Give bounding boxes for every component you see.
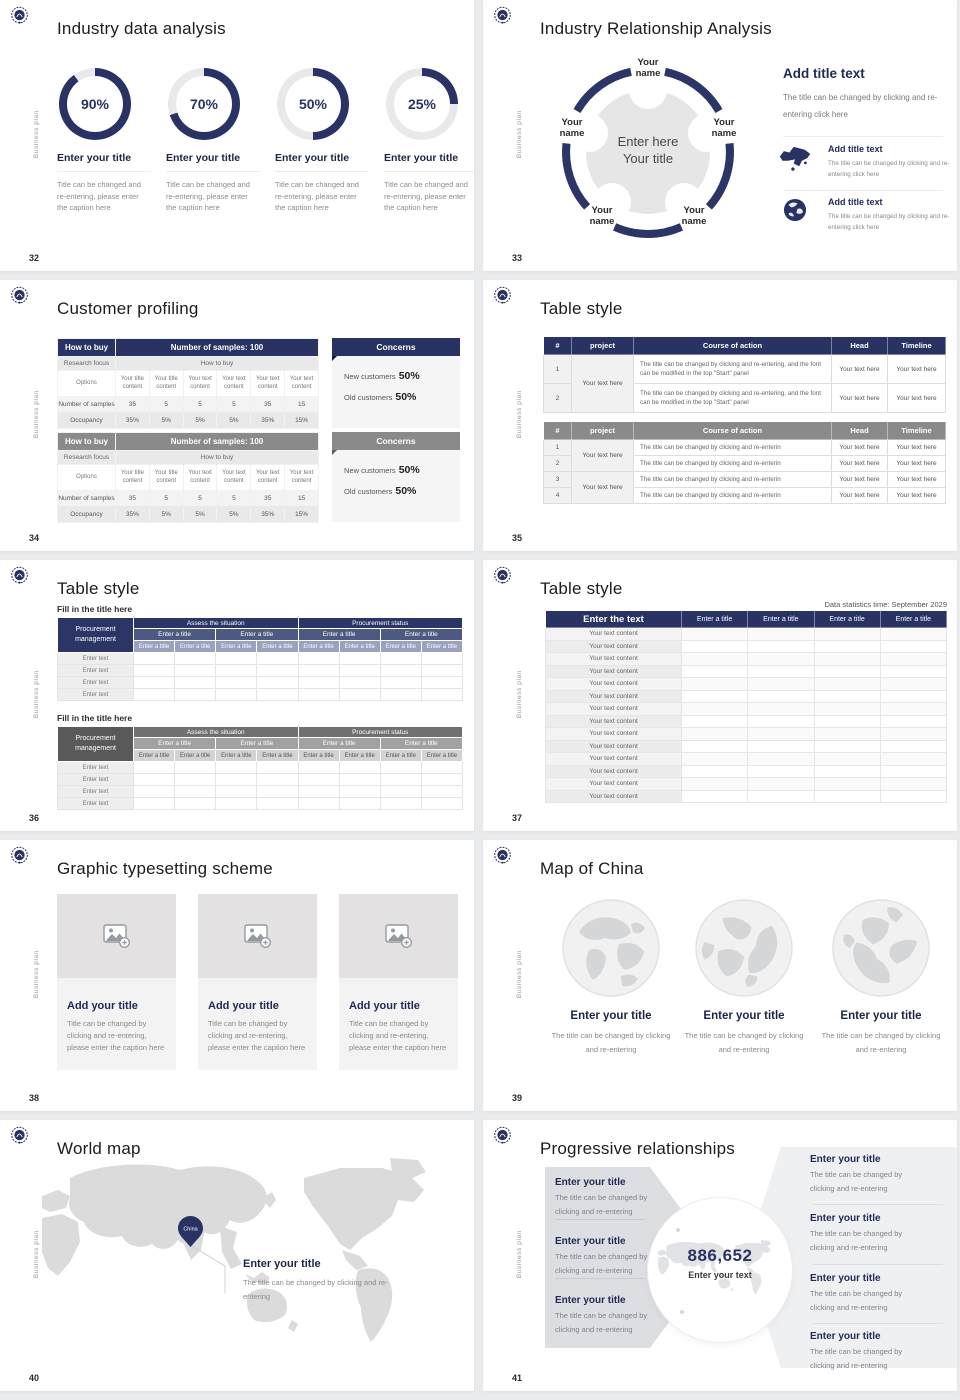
table-subtitle: Fill in the title here (57, 604, 133, 614)
item-caption: The title can be changed by clicking and re-entering (810, 1229, 903, 1252)
page-title: Map of China (540, 859, 644, 878)
vertical-label: Business plan (33, 950, 40, 999)
list-item-title: Add title text (828, 144, 883, 154)
item-caption: Title can be changed and re-entering, please enter the caption here (384, 180, 468, 213)
grid-cell (0, 1120, 480, 1400)
page-number: 37 (512, 813, 523, 823)
concerns-body (332, 356, 460, 403)
donut-item (57, 68, 151, 214)
donut-percent: 25% (407, 96, 437, 112)
item-caption: The title can be changed by clicking and re-entering (551, 1031, 671, 1055)
item-caption: The title can be changed by clicking and re-entering (555, 1252, 648, 1275)
page-number: 36 (29, 813, 40, 823)
item-caption: The title can be changed by clicking and re-entering (810, 1170, 903, 1193)
concerns-panel-gray (332, 432, 460, 522)
card-title: Add your title (67, 1000, 138, 1012)
grid-cell (0, 560, 480, 840)
card-caption: Title can be changed by clicking and re-entering, please enter the caption here (349, 1019, 447, 1052)
globe-graphic (694, 898, 794, 998)
action-table-gray: # project Course of action Head Timeline 1 Your text here The title can be changed by clicking and re-enterin Your text here Your text here 2 The title can be changed by clicking and re-enterin Your text here Your text here 3 Your text here The title can be changed by clicking and re-enterin Your text here Your text here 4 The title can be changed by clicking and re-enterin Your text here Your text here (543, 421, 946, 504)
action-table-navy: # project Course of action Head Timeline 1 Your text here The title can be changed by clicking and re-entering, and the font can be modified in the top "Start" panel Your text here Your text here 2 The title can be changed by clicking and re-entering, and the font can be modified in the top "Start" panel Your text here Your text here (543, 336, 946, 413)
table-subtitle: Fill in the title here (57, 713, 133, 723)
data-table: Enter the text Enter a title Enter a title Enter a title Enter a title Your text content Your text content Your text content Your text content Your text content Your text content Your text content Your text content Your text content Your text content Your text content Your text content Your text content Your text content (545, 610, 947, 803)
item-title: Enter your title (384, 152, 474, 172)
item-caption: The title can be changed by clicking and re-entering (555, 1311, 648, 1334)
slide-38[interactable] (0, 840, 474, 1111)
globe-icon (777, 197, 813, 223)
divider (783, 190, 943, 191)
item-caption: The title can be changed by clicking and re-entering (555, 1193, 648, 1216)
item-title: Enter your title (810, 1213, 881, 1224)
page-title: World map (57, 1139, 141, 1158)
globe-item (546, 1010, 676, 1058)
gear-node-label: Your name (635, 57, 661, 79)
page-number: 32 (29, 253, 40, 263)
concern-line: Old customers 50% (344, 485, 417, 497)
vertical-label: Business plan (33, 1230, 40, 1279)
image-placeholder (198, 894, 317, 978)
item-title: Enter your title (810, 1331, 881, 1342)
logo-icon (10, 6, 29, 25)
logo-icon (10, 1126, 29, 1145)
china-map-icon (777, 143, 813, 173)
page-title: Graphic typesetting scheme (57, 859, 273, 878)
globe-item (679, 1010, 809, 1058)
globe-graphic (831, 898, 931, 998)
concern-line: New customers 50% (344, 464, 420, 476)
page-title: Table style (540, 299, 623, 318)
concerns-header: Concerns (332, 432, 460, 450)
grid-cell (0, 280, 480, 560)
item-caption: The title can be changed by clicking and re-entering (821, 1031, 941, 1055)
slide-39[interactable] (483, 840, 957, 1111)
globe-item (816, 1010, 946, 1058)
item-title: Enter your title (555, 1295, 626, 1306)
grid-cell (0, 840, 480, 1120)
map-callout-caption: The title can be changed by clicking and re-entering (243, 1278, 388, 1302)
grid-cell (480, 840, 960, 1120)
card-caption: Title can be changed by clicking and re-entering, please enter the caption here (67, 1019, 165, 1052)
card-text (339, 978, 458, 1054)
grid-cell (480, 280, 960, 560)
card-title: Add your title (349, 1000, 420, 1012)
vertical-label: Business plan (516, 110, 523, 159)
image-card (339, 894, 458, 1070)
item-caption: Title can be changed and re-entering, please enter the caption here (166, 180, 250, 213)
slide-35[interactable] (483, 280, 957, 551)
page-number: 33 (512, 253, 523, 263)
decor-dot (676, 1228, 680, 1232)
concerns-header: Concerns (332, 338, 460, 356)
divider (555, 1219, 645, 1220)
list-item-body: The title can be changed by clicking and re-entering click here (828, 160, 950, 179)
donut-percent: 50% (298, 96, 328, 112)
grid-cell (0, 0, 480, 280)
logo-icon (10, 846, 29, 865)
logo-icon (10, 566, 29, 585)
page-number: 35 (512, 533, 523, 543)
image-placeholder (339, 894, 458, 978)
item-caption: The title can be changed by clicking and re-entering (810, 1347, 903, 1370)
item-title: Enter your title (810, 1154, 881, 1165)
donut-percent: 70% (189, 96, 219, 112)
page-number: 39 (512, 1093, 523, 1103)
map-pin-label: China (183, 1226, 198, 1233)
item-caption: The title can be changed by clicking and re-entering (684, 1031, 804, 1055)
map-callout-title: Enter your title (243, 1258, 321, 1270)
card-text (57, 978, 176, 1054)
divider (813, 1204, 943, 1205)
gear-center-text (588, 134, 708, 168)
gear-center-line1: Enter here (617, 134, 679, 149)
vertical-label: Business plan (516, 1230, 523, 1279)
card-title: Add your title (208, 1000, 279, 1012)
donut-ring (168, 68, 240, 140)
page-number: 41 (512, 1373, 523, 1383)
logo-icon (10, 286, 29, 305)
divider (555, 1278, 645, 1279)
item-title: Enter your title (570, 1010, 652, 1022)
grid-cell (480, 560, 960, 840)
logo-icon (493, 6, 512, 25)
page-title: Progressive relationships (540, 1139, 735, 1158)
donut-ring (386, 68, 458, 140)
vertical-label: Business plan (516, 950, 523, 999)
vertical-label: Business plan (516, 390, 523, 439)
donut-item (275, 68, 369, 214)
gear-node-label: Your name (711, 117, 737, 139)
card-caption: Title can be changed by clicking and re-entering, please enter the caption here (208, 1019, 306, 1052)
add-image-icon (244, 924, 272, 948)
page-number: 34 (29, 533, 40, 543)
grid-cell (480, 1120, 960, 1400)
page-title: Industry data analysis (57, 19, 226, 38)
donut-row (57, 68, 474, 214)
logo-icon (493, 846, 512, 865)
globe-graphic (561, 898, 661, 998)
concern-line: Old customers 50% (344, 391, 417, 403)
item-title: Enter your title (840, 1010, 922, 1022)
add-image-icon (103, 924, 131, 948)
slide-32[interactable] (0, 0, 474, 271)
item-title: Enter your title (555, 1236, 626, 1247)
item-title: Enter your title (57, 152, 151, 172)
slide-41[interactable] (483, 1120, 957, 1391)
donut-percent: 90% (80, 96, 110, 112)
data-statistics-note: Data statistics time: September 2029 (824, 600, 947, 609)
list-item-title: Add title text (828, 197, 883, 207)
page-title: Table style (57, 579, 140, 598)
panel-title: Add title text (783, 66, 865, 81)
buy-table-navy: How to buy Number of samples: 100 Research focus How to buy Options Your title content Your title content Your text content Your text content Your text content Your text content Number of samples 35 5 5 5 35 15 Occupancy 35% 5% 5% 5% 35% 15% (57, 338, 319, 429)
card-text (198, 978, 317, 1054)
gear-node-label: Your name (589, 205, 615, 227)
decor-dot (680, 1310, 684, 1314)
slide-34[interactable] (0, 280, 474, 551)
item-title: Enter your title (703, 1010, 785, 1022)
location-pin-icon (178, 1216, 203, 1248)
divider (813, 1323, 943, 1324)
image-card (198, 894, 317, 1070)
panel-body: The title can be changed by clicking and re-entering click here (783, 93, 938, 119)
item-title: Enter your title (555, 1177, 626, 1188)
item-caption: Title can be changed and re-entering, please enter the caption here (275, 180, 359, 213)
procurement-table-navy: Procurement management Assess the situation Procurement status Enter a title Enter a title Enter a title Enter a title Enter a title Enter a title Enter a title Enter a title Enter a title Enter a title Enter a title Enter a title Enter text Enter text Enter text Enter text (57, 617, 463, 701)
concerns-panel-navy (332, 338, 460, 428)
item-title: Enter your title (810, 1273, 881, 1284)
stat-label: Enter your text (688, 1270, 752, 1280)
image-placeholder (57, 894, 176, 978)
donut-ring (277, 68, 349, 140)
item-title: Enter your title (275, 152, 369, 172)
page-title: Industry Relationship Analysis (540, 19, 772, 38)
list-item-body: The title can be changed by clicking and re-entering click here (828, 213, 950, 232)
item-caption: Title can be changed and re-entering, please enter the caption here (57, 180, 141, 213)
vertical-label: Business plan (516, 670, 523, 719)
logo-icon (493, 566, 512, 585)
donut-item (166, 68, 260, 214)
page-title: Table style (540, 579, 623, 598)
gear-node-label: Your name (681, 205, 707, 227)
logo-icon (493, 1126, 512, 1145)
slide-33[interactable] (483, 0, 957, 271)
concerns-body (332, 450, 460, 497)
slide-40[interactable] (0, 1120, 474, 1391)
divider (783, 136, 943, 137)
buy-table-gray: How to buy Number of samples: 100 Research focus How to buy Options Your title content Your title content Your text content Your text content Your text content Your text content Number of samples 35 5 5 5 35 15 Occupancy 35% 5% 5% 5% 35% 15% (57, 432, 319, 523)
donut-item (384, 68, 474, 214)
add-image-icon (385, 924, 413, 948)
donut-ring (59, 68, 131, 140)
gear-node-label: Your name (559, 117, 585, 139)
page-title: Customer profiling (57, 299, 199, 318)
vertical-label: Business plan (33, 390, 40, 439)
item-caption: The title can be changed by clicking and re-entering (810, 1289, 903, 1312)
stat-value: 886,652 (687, 1246, 753, 1265)
divider (813, 1264, 943, 1265)
center-stat-circle (648, 1198, 792, 1342)
image-card (57, 894, 176, 1070)
page-number: 38 (29, 1093, 40, 1103)
grid-cell (480, 0, 960, 280)
logo-icon (493, 286, 512, 305)
gear-center-line2: Your title (622, 150, 674, 166)
slide-37[interactable] (483, 560, 957, 831)
vertical-label: Business plan (33, 670, 40, 719)
vertical-label: Business plan (33, 110, 40, 159)
procurement-table-gray: Procurement management Assess the situation Procurement status Enter a title Enter a title Enter a title Enter a title Enter a title Enter a title Enter a title Enter a title Enter a title Enter a title Enter a title Enter a title Enter text Enter text Enter text Enter text (57, 726, 463, 810)
slide-36[interactable] (0, 560, 474, 831)
item-title: Enter your title (166, 152, 260, 172)
page-number: 40 (29, 1373, 40, 1383)
concern-line: New customers 50% (344, 370, 420, 382)
